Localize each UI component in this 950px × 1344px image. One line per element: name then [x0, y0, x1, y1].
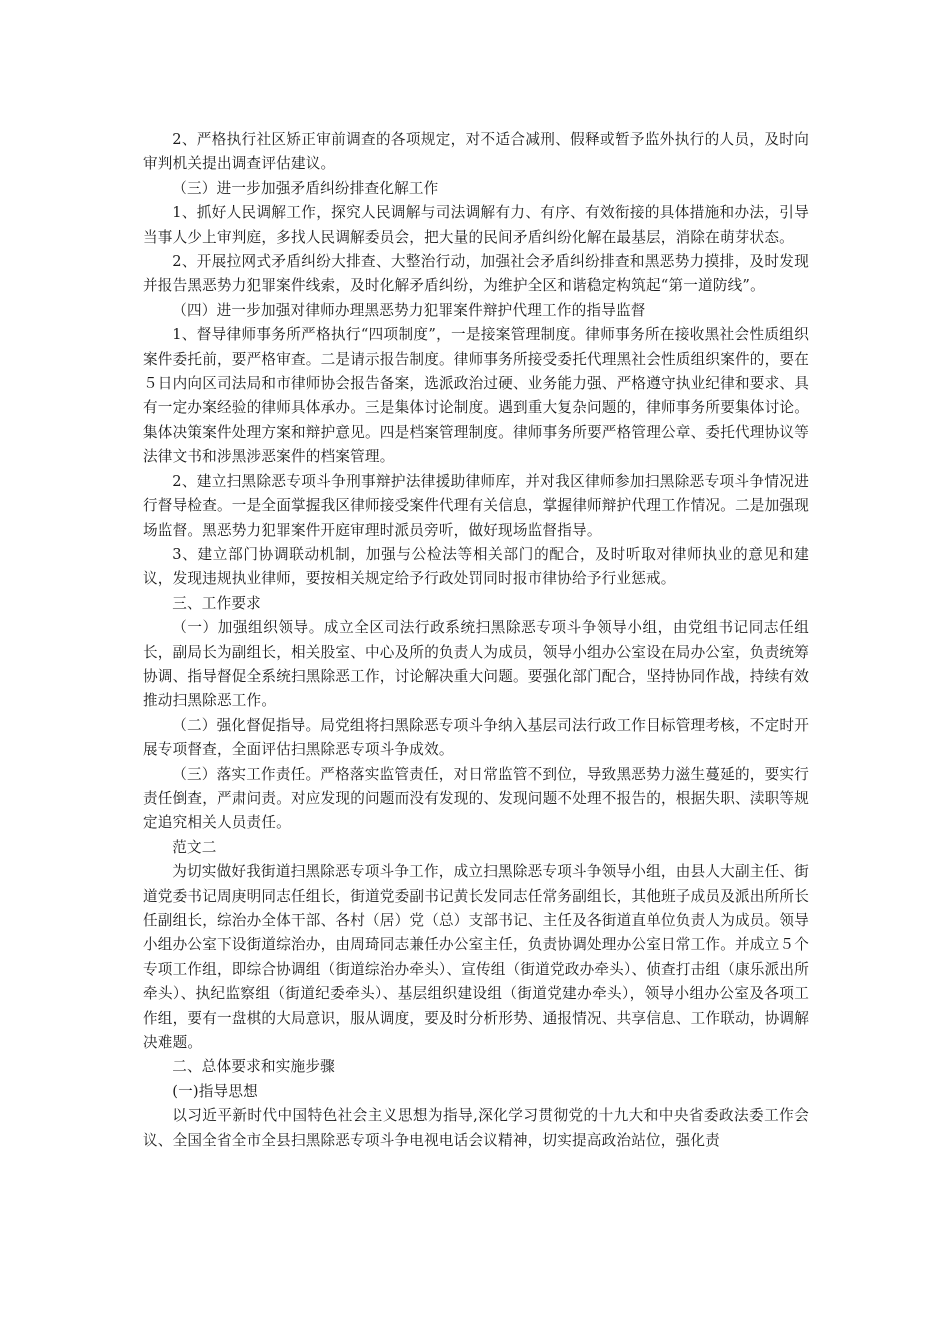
paragraph: 2、建立扫黑除恶专项斗争刑事辩护法律援助律师库，并对我区律师参加扫黑除恶专项斗争情况进行督导检查。一是全面掌握我区律师接受案件代理有关信息，掌握律师辩护代理工作情况。二是加强现场监督。黑恶势力犯罪案件开庭审理时派员旁听，做好现场监督指导。 — [143, 472, 809, 539]
section-heading: （三）进一步加强矛盾纠纷排查化解工作 — [172, 179, 439, 197]
paragraph: 以习近平新时代中国特色社会主义思想为指导,深化学习贯彻党的十九大和中央省委政法委工作会议、全国全省全市全县扫黑除恶专项斗争电视电话会议精神，切实提高政治站位，强化责 — [143, 1107, 809, 1149]
section-heading: （四）进一步加强对律师办理黑恶势力犯罪案件辩护代理工作的指导监督 — [172, 301, 646, 319]
paragraph: 2、严格执行社区矫正审前调查的各项规定，对不适合减刑、假释或暂予监外执行的人员，及时向审判机关提出调查评估建议。 — [143, 131, 809, 173]
paragraph: （二）强化督促指导。局党组将扫黑除恶专项斗争纳入基层司法行政工作目标管理考核，不定时开展专项督查，全面评估扫黑除恶专项斗争成效。 — [143, 716, 809, 759]
paragraph: 1、抓好人民调解工作，探究人民调解与司法调解有力、有序、有效衔接的具体措施和办法，引导当事人少上审判庭，多找人民调解委员会，把大量的民间矛盾纠纷化解在最基层，消除在萌芽状态。 — [143, 204, 809, 246]
section-heading: 三、工作要求 — [172, 594, 261, 612]
document-body — [143, 128, 809, 1153]
paragraph: （三）落实工作责任。严格落实监管责任，对日常监管不到位，导致黑恶势力滋生蔓延的，要实行责任倒查，严肃问责。对应发现的问题而没有发现的、发现问题不处理不报告的，根据失职、渎职等规定追究相关人员责任。 — [143, 765, 809, 832]
paragraph: 1、督导律师事务所严格执行“四项制度”，一是接案管理制度。律师事务所在接收黑社会性质组织案件委托前，要严格审查。二是请示报告制度。律师事务所接受委托代理黑社会性质组织案件的，要在５日内向区司法局和市律师协会报告备案，选派政治过硬、业务能力强、严格遵守执业纪律和要求、具有一定办案经验的律师具体承办。三是集体讨论制度。遇到重大复杂问题的，律师事务所要集体讨论。集体决策案件处理方案和辩护意见。四是档案管理制度。律师事务所要严格管理公章、委托代理协议等法律文书和涉黑涉恶案件的档案管理。 — [143, 326, 809, 466]
paragraph: 为切实做好我街道扫黑除恶专项斗争工作，成立扫黑除恶专项斗争领导小组，由县人大副主任、街道党委书记周庚明同志任组长，街道党委副书记黄长发同志任常务副组长，其他班子成员及派出所所长任副组长，综治办全体干部、各村（居）党（总）支部书记、主任及各街道直单位负责人为成员。领导小组办公室下设街道综治办，由周琦同志兼任办公室主任，负责协调处理办公室日常工作。并成立５个专项工作组，即综合协调组（街道综治办牵头）、宣传组（街道党政办牵头）、侦查打击组（康乐派出所牵头）、执纪监察组（街道纪委牵头）、基层组织建设组（街道党建办牵头），领导小组办公室及各项工作组，要有一盘棋的大局意识，服从调度，要及时分析形势、通报情况、共享信息、工作联动，协调解决难题。 — [143, 863, 809, 1052]
paragraph: （一）加强组织领导。成立全区司法行政系统扫黑除恶专项斗争领导小组，由党组书记同志任组长，副局长为副组长，相关股室、中心及所的负责人为成员，领导小组办公室设在局办公室，负责统筹协调、指导督促全系统扫黑除恶工作，讨论解决重大问题。要强化部门配合，坚持协同作战，持续有效推动扫黑除恶工作。 — [143, 619, 809, 710]
paragraph: 3、建立部门协调联动机制，加强与公检法等相关部门的配合，及时听取对律师执业的意见和建议，发现违规执业律师，要按相关规定给予行政处罚同时报市律协给予行业惩戒。 — [143, 545, 809, 588]
section-heading: 二、总体要求和实施步骤 — [172, 1058, 335, 1076]
paragraph: 2、开展拉网式矛盾纠纷大排查、大整治行动，加强社会矛盾纠纷排查和黑恶势力摸排，及时发现并报告黑恶势力犯罪案件线索，及时化解矛盾纠纷，为维护全区和谐稳定构筑起“第一道防线”。 — [143, 253, 809, 295]
section-heading: 范文二 — [172, 838, 217, 856]
section-heading: (一)指导思想 — [172, 1082, 258, 1100]
